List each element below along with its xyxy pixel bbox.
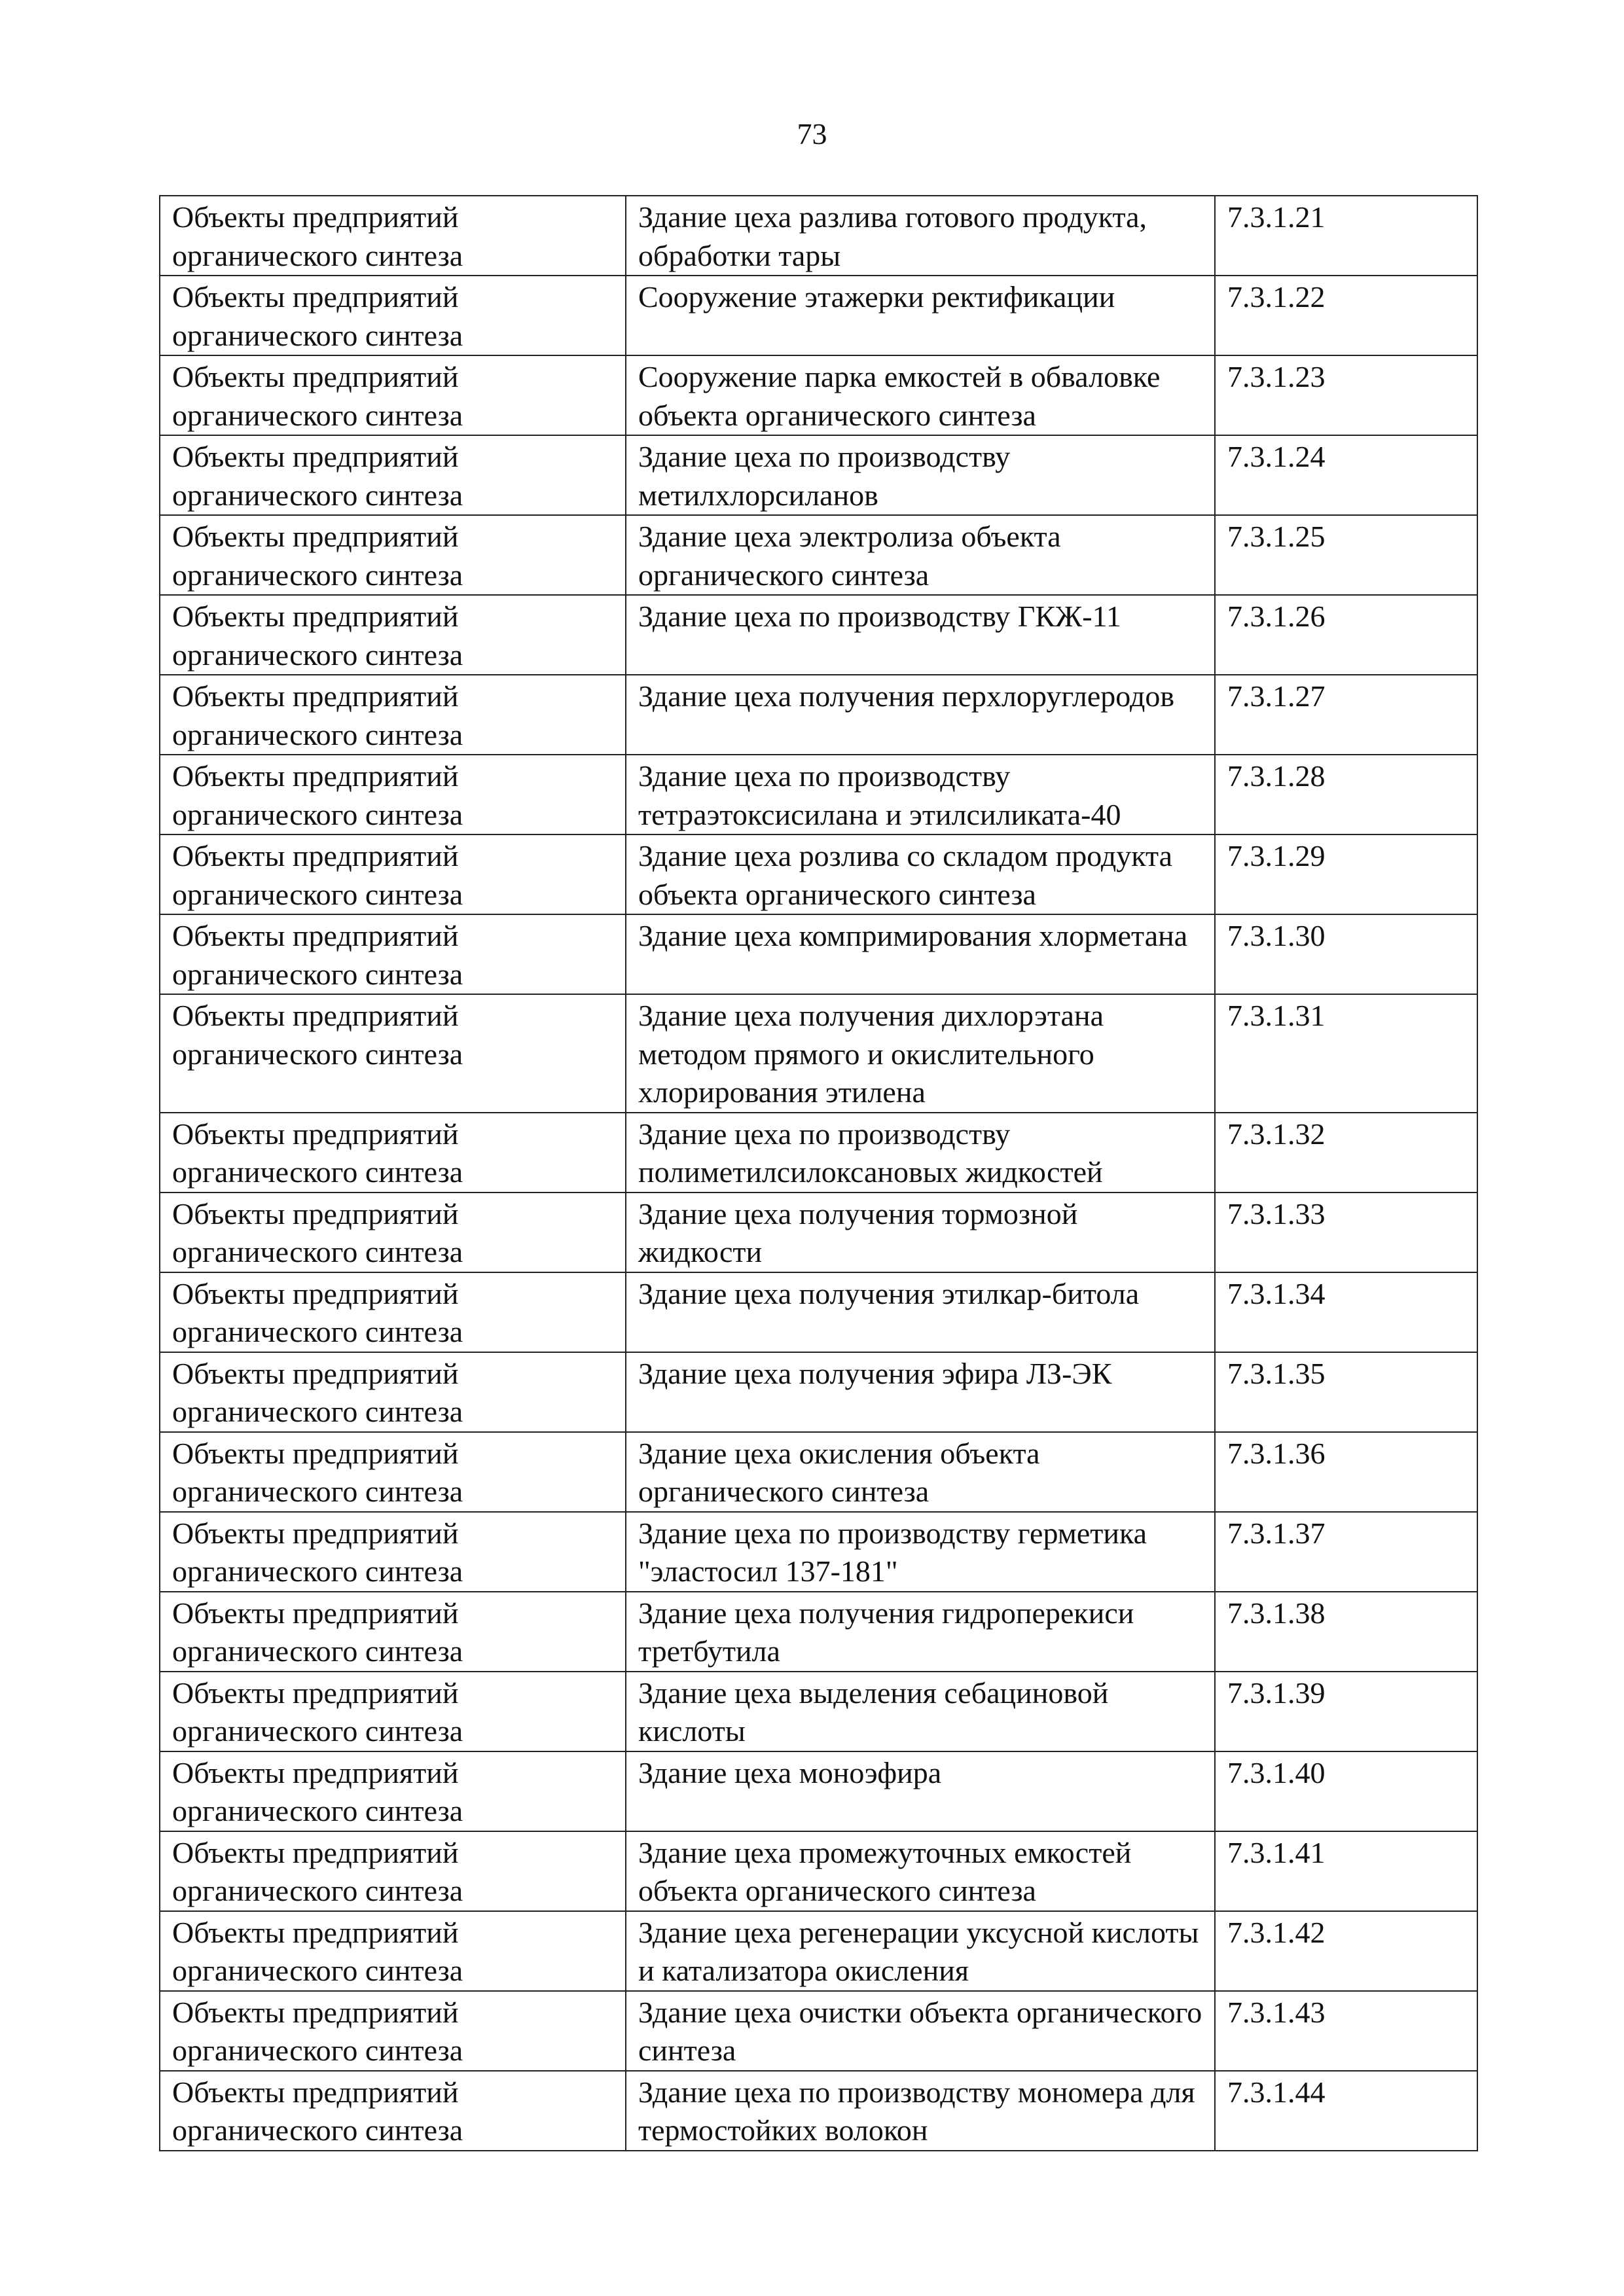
code-cell: 7.3.1.34 [1215, 1272, 1477, 1352]
category-cell: Объекты предприятий органического синтеза [160, 1911, 626, 1991]
table-row [160, 914, 1477, 994]
code-cell: 7.3.1.24 [1215, 435, 1477, 515]
code-cell: 7.3.1.23 [1215, 355, 1477, 435]
table-row [160, 196, 1477, 276]
object-name-cell: Сооружение этажерки ректификации [626, 276, 1215, 355]
table-row [160, 755, 1477, 834]
category-cell: Объекты предприятий органического синтеза [160, 2071, 626, 2151]
table-row [160, 1352, 1477, 1432]
object-name-cell: Здание цеха получения этилкар-битола [626, 1272, 1215, 1352]
table-row [160, 1432, 1477, 1512]
code-cell: 7.3.1.30 [1215, 914, 1477, 994]
code-cell: 7.3.1.25 [1215, 515, 1477, 595]
code-cell: 7.3.1.31 [1215, 994, 1477, 1113]
category-cell: Объекты предприятий органического синтеза [160, 914, 626, 994]
category-cell: Объекты предприятий органического синтеза [160, 515, 626, 595]
category-cell: Объекты предприятий органического синтеза [160, 755, 626, 834]
category-cell: Объекты предприятий органического синтеза [160, 1113, 626, 1193]
code-cell: 7.3.1.36 [1215, 1432, 1477, 1512]
table-row [160, 1831, 1477, 1911]
code-cell: 7.3.1.41 [1215, 1831, 1477, 1911]
object-name-cell: Здание цеха окисления объекта органического синтеза [626, 1432, 1215, 1512]
code-cell: 7.3.1.22 [1215, 276, 1477, 355]
code-cell: 7.3.1.38 [1215, 1592, 1477, 1672]
code-cell: 7.3.1.27 [1215, 675, 1477, 755]
object-name-cell: Здание цеха промежуточных емкостей объекта органического синтеза [626, 1831, 1215, 1911]
table-row [160, 1672, 1477, 1751]
object-name-cell: Здание цеха регенерации уксусной кислоты и катализатора окисления [626, 1911, 1215, 1991]
object-name-cell: Здание цеха по производству метилхлорсиланов [626, 435, 1215, 515]
object-name-cell: Сооружение парка емкостей в обваловке объекта органического синтеза [626, 355, 1215, 435]
object-name-cell: Здание цеха розлива со складом продукта объекта органического синтеза [626, 834, 1215, 914]
object-name-cell: Здание цеха очистки объекта органического синтеза [626, 1991, 1215, 2071]
object-name-cell: Здание цеха по производству полиметилсилоксановых жидкостей [626, 1113, 1215, 1193]
object-name-cell: Здание цеха по производству ГКЖ-11 [626, 595, 1215, 675]
table-row [160, 1193, 1477, 1272]
object-name-cell: Здание цеха по производству мономера для термостойких волокон [626, 2071, 1215, 2151]
code-cell: 7.3.1.33 [1215, 1193, 1477, 1272]
object-name-cell: Здание цеха выделения себациновой кислоты [626, 1672, 1215, 1751]
table-row [160, 1991, 1477, 2071]
object-name-cell: Здание цеха получения гидроперекиси третбутила [626, 1592, 1215, 1672]
table-row [160, 595, 1477, 675]
code-cell: 7.3.1.37 [1215, 1512, 1477, 1592]
category-cell: Объекты предприятий органического синтеза [160, 1592, 626, 1672]
category-cell: Объекты предприятий органического синтеза [160, 1831, 626, 1911]
table-row [160, 2071, 1477, 2151]
code-cell: 7.3.1.26 [1215, 595, 1477, 675]
object-name-cell: Здание цеха моноэфира [626, 1751, 1215, 1831]
code-cell: 7.3.1.21 [1215, 196, 1477, 276]
category-cell: Объекты предприятий органического синтеза [160, 675, 626, 755]
objects-table [159, 195, 1478, 2151]
code-cell: 7.3.1.35 [1215, 1352, 1477, 1432]
code-cell: 7.3.1.43 [1215, 1991, 1477, 2071]
page-number: 73 [797, 117, 827, 151]
table-row [160, 994, 1477, 1113]
object-name-cell: Здание цеха электролиза объекта органического синтеза [626, 515, 1215, 595]
code-cell: 7.3.1.42 [1215, 1911, 1477, 1991]
table-row [160, 675, 1477, 755]
table-row [160, 276, 1477, 355]
category-cell: Объекты предприятий органического синтеза [160, 1991, 626, 2071]
category-cell: Объекты предприятий органического синтеза [160, 1272, 626, 1352]
table-row [160, 515, 1477, 595]
code-cell: 7.3.1.28 [1215, 755, 1477, 834]
category-cell: Объекты предприятий органического синтеза [160, 1432, 626, 1512]
category-cell: Объекты предприятий органического синтеза [160, 1193, 626, 1272]
table-row [160, 1272, 1477, 1352]
category-cell: Объекты предприятий органического синтеза [160, 1352, 626, 1432]
category-cell: Объекты предприятий органического синтеза [160, 1751, 626, 1831]
code-cell: 7.3.1.44 [1215, 2071, 1477, 2151]
object-name-cell: Здание цеха получения тормозной жидкости [626, 1193, 1215, 1272]
object-name-cell: Здание цеха получения дихлорэтана методом прямого и окислительного хлорирования этилена [626, 994, 1215, 1113]
code-cell: 7.3.1.39 [1215, 1672, 1477, 1751]
table-row [160, 1911, 1477, 1991]
category-cell: Объекты предприятий органического синтеза [160, 1672, 626, 1751]
table-row [160, 355, 1477, 435]
table-row [160, 435, 1477, 515]
code-cell: 7.3.1.40 [1215, 1751, 1477, 1831]
category-cell: Объекты предприятий органического синтеза [160, 595, 626, 675]
object-name-cell: Здание цеха разлива готового продукта, обработки тары [626, 196, 1215, 276]
category-cell: Объекты предприятий органического синтеза [160, 435, 626, 515]
object-name-cell: Здание цеха получения перхлоруглеродов [626, 675, 1215, 755]
object-name-cell: Здание цеха по производству тетраэтоксисилана и этилсиликата-40 [626, 755, 1215, 834]
code-cell: 7.3.1.32 [1215, 1113, 1477, 1193]
object-name-cell: Здание цеха по производству герметика "эластосил 137-181" [626, 1512, 1215, 1592]
category-cell: Объекты предприятий органического синтеза [160, 834, 626, 914]
table-row [160, 1592, 1477, 1672]
code-cell: 7.3.1.29 [1215, 834, 1477, 914]
category-cell: Объекты предприятий органического синтеза [160, 276, 626, 355]
object-name-cell: Здание цеха компримирования хлорметана [626, 914, 1215, 994]
table-body [160, 196, 1477, 2151]
category-cell: Объекты предприятий органического синтеза [160, 994, 626, 1113]
table-row [160, 1113, 1477, 1193]
table-row [160, 1751, 1477, 1831]
category-cell: Объекты предприятий органического синтеза [160, 355, 626, 435]
table-row [160, 834, 1477, 914]
object-name-cell: Здание цеха получения эфира ЛЗ-ЭК [626, 1352, 1215, 1432]
category-cell: Объекты предприятий органического синтеза [160, 1512, 626, 1592]
table-row [160, 1512, 1477, 1592]
category-cell: Объекты предприятий органического синтеза [160, 196, 626, 276]
